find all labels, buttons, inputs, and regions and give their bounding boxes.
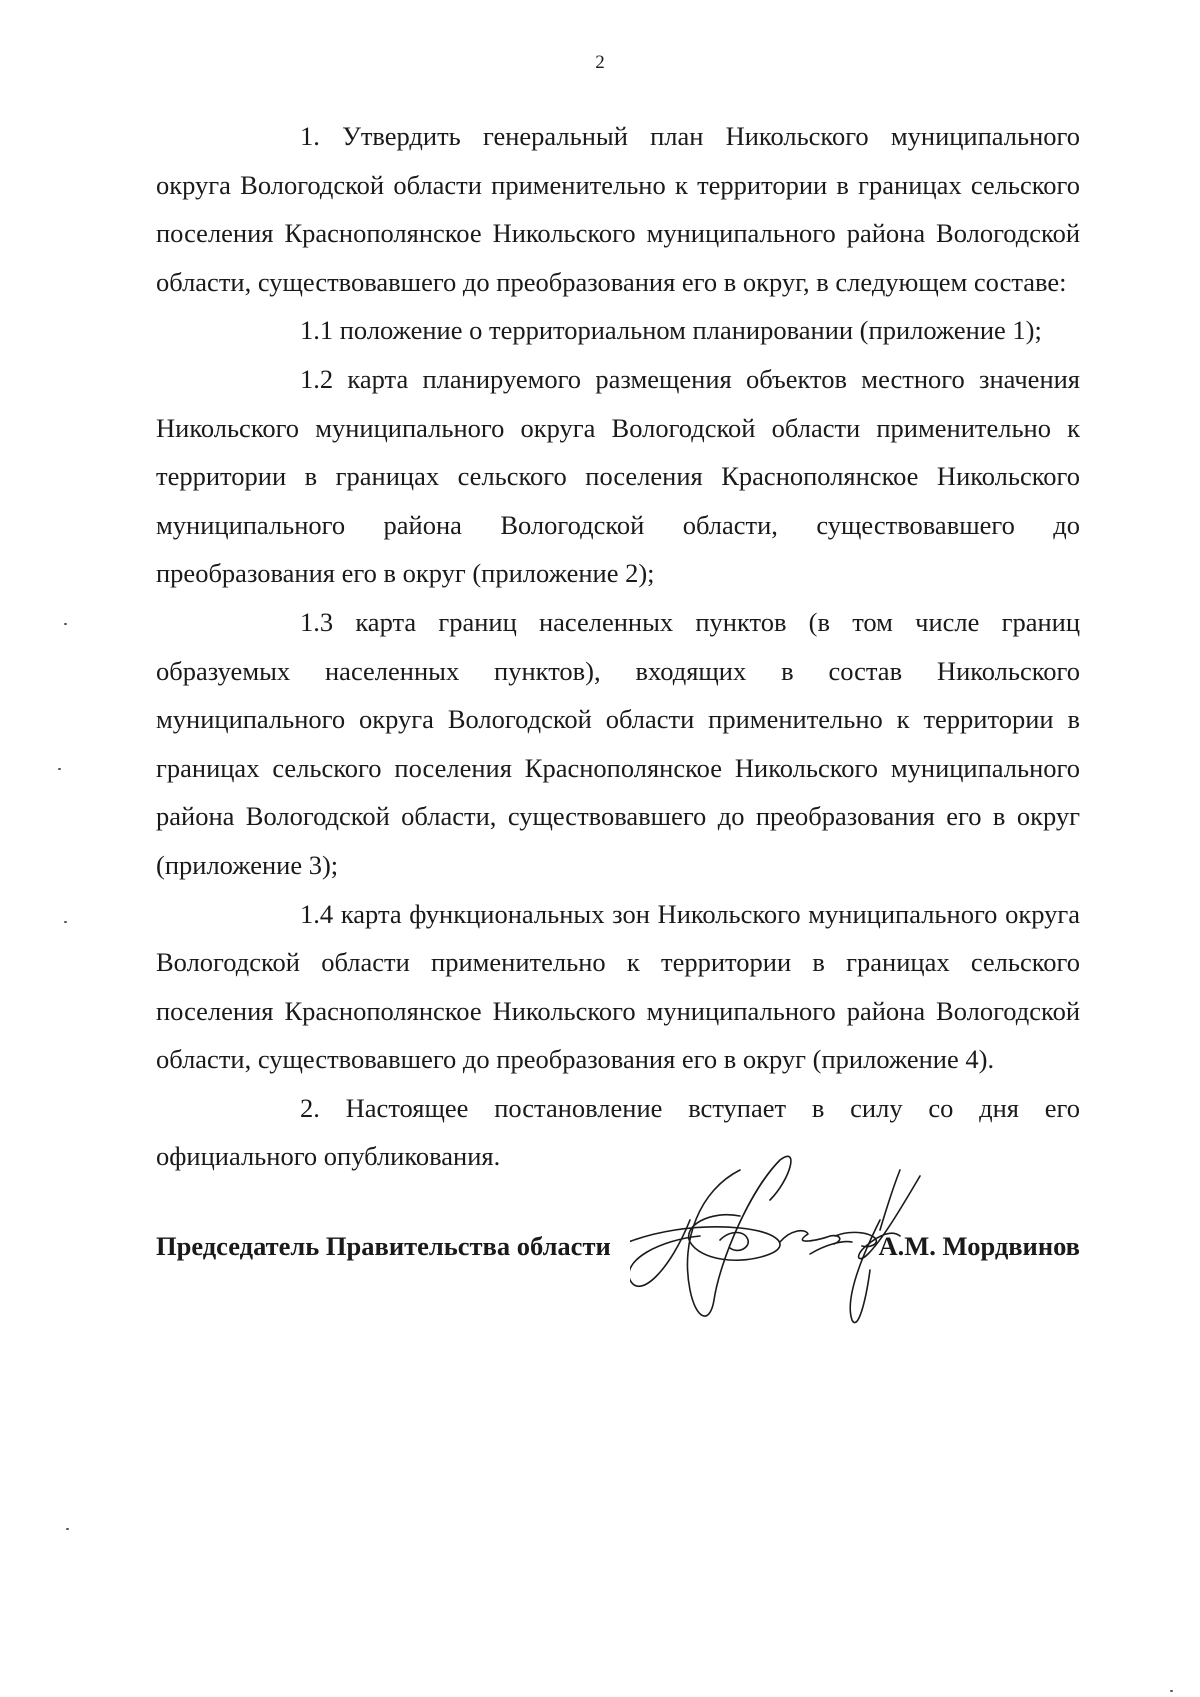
signer-name: А.М. Мордвинов — [878, 1231, 1080, 1261]
paragraph-text: Утвердить генеральный план Никольского муниципального округа Вологодской области применительно к территории в границах сельского поселения Краснополянское Никольского муниципального района Вологодской области, существовавшего до преобразования его в округ, в следующем составе: — [156, 121, 1080, 297]
paragraph-number: 1.4 — [300, 898, 334, 929]
signer-position: Председатель Правительства области — [156, 1231, 611, 1261]
paragraph-1 — [156, 112, 1080, 306]
scan-speck — [64, 623, 67, 625]
scan-speck — [1170, 1690, 1173, 1692]
paragraph-text: Настоящее постановление вступает в силу со дня его официального опубликования. — [156, 1092, 1080, 1172]
paragraph-number: 1.1 — [300, 315, 334, 346]
scan-speck — [64, 921, 67, 923]
paragraph-number: 1.2 — [300, 363, 334, 394]
paragraph-text: положение о территориальном планировании (приложение 1); — [339, 315, 1042, 346]
paragraph-1-1 — [156, 306, 1080, 355]
paragraph-number: 1. — [300, 121, 320, 151]
scan-speck — [66, 1528, 69, 1530]
paragraph-1-3 — [156, 598, 1080, 890]
paragraph-number: 2. — [300, 1092, 320, 1123]
page-number: 2 — [595, 52, 605, 73]
paragraph-text: карта планируемого размещения объектов местного значения Никольского муниципального округа Вологодской области применительно к территории в границах сельского поселения Краснополянское Никольского муниципального района Вологодской области, существовавшего до преобразования его в округ (приложение 2); — [156, 363, 1080, 589]
paragraph-number: 1.3 — [300, 606, 334, 637]
paragraph-text: карта функциональных зон Никольского муниципального округа Вологодской области применительно к территории в границах сельского поселения Краснополянское Никольского муниципального района Вологодской области, существовавшего до преобразования его в округ (приложение 4). — [156, 898, 1080, 1075]
paragraph-1-2 — [156, 355, 1080, 598]
document-body — [156, 112, 1080, 1181]
paragraph-text: карта границ населенных пунктов (в том числе границ образуемых населенных пунктов), входящих в состав Никольского муниципального округа Вологодской области применительно к территории в границах сельского поселения Краснополянское Никольского муниципального района Вологодской области, существовавшего до преобразования его в округ (приложение 3); — [156, 606, 1081, 880]
paragraph-1-4 — [156, 890, 1080, 1084]
scan-speck — [58, 768, 61, 770]
handwritten-signature — [630, 1150, 960, 1340]
